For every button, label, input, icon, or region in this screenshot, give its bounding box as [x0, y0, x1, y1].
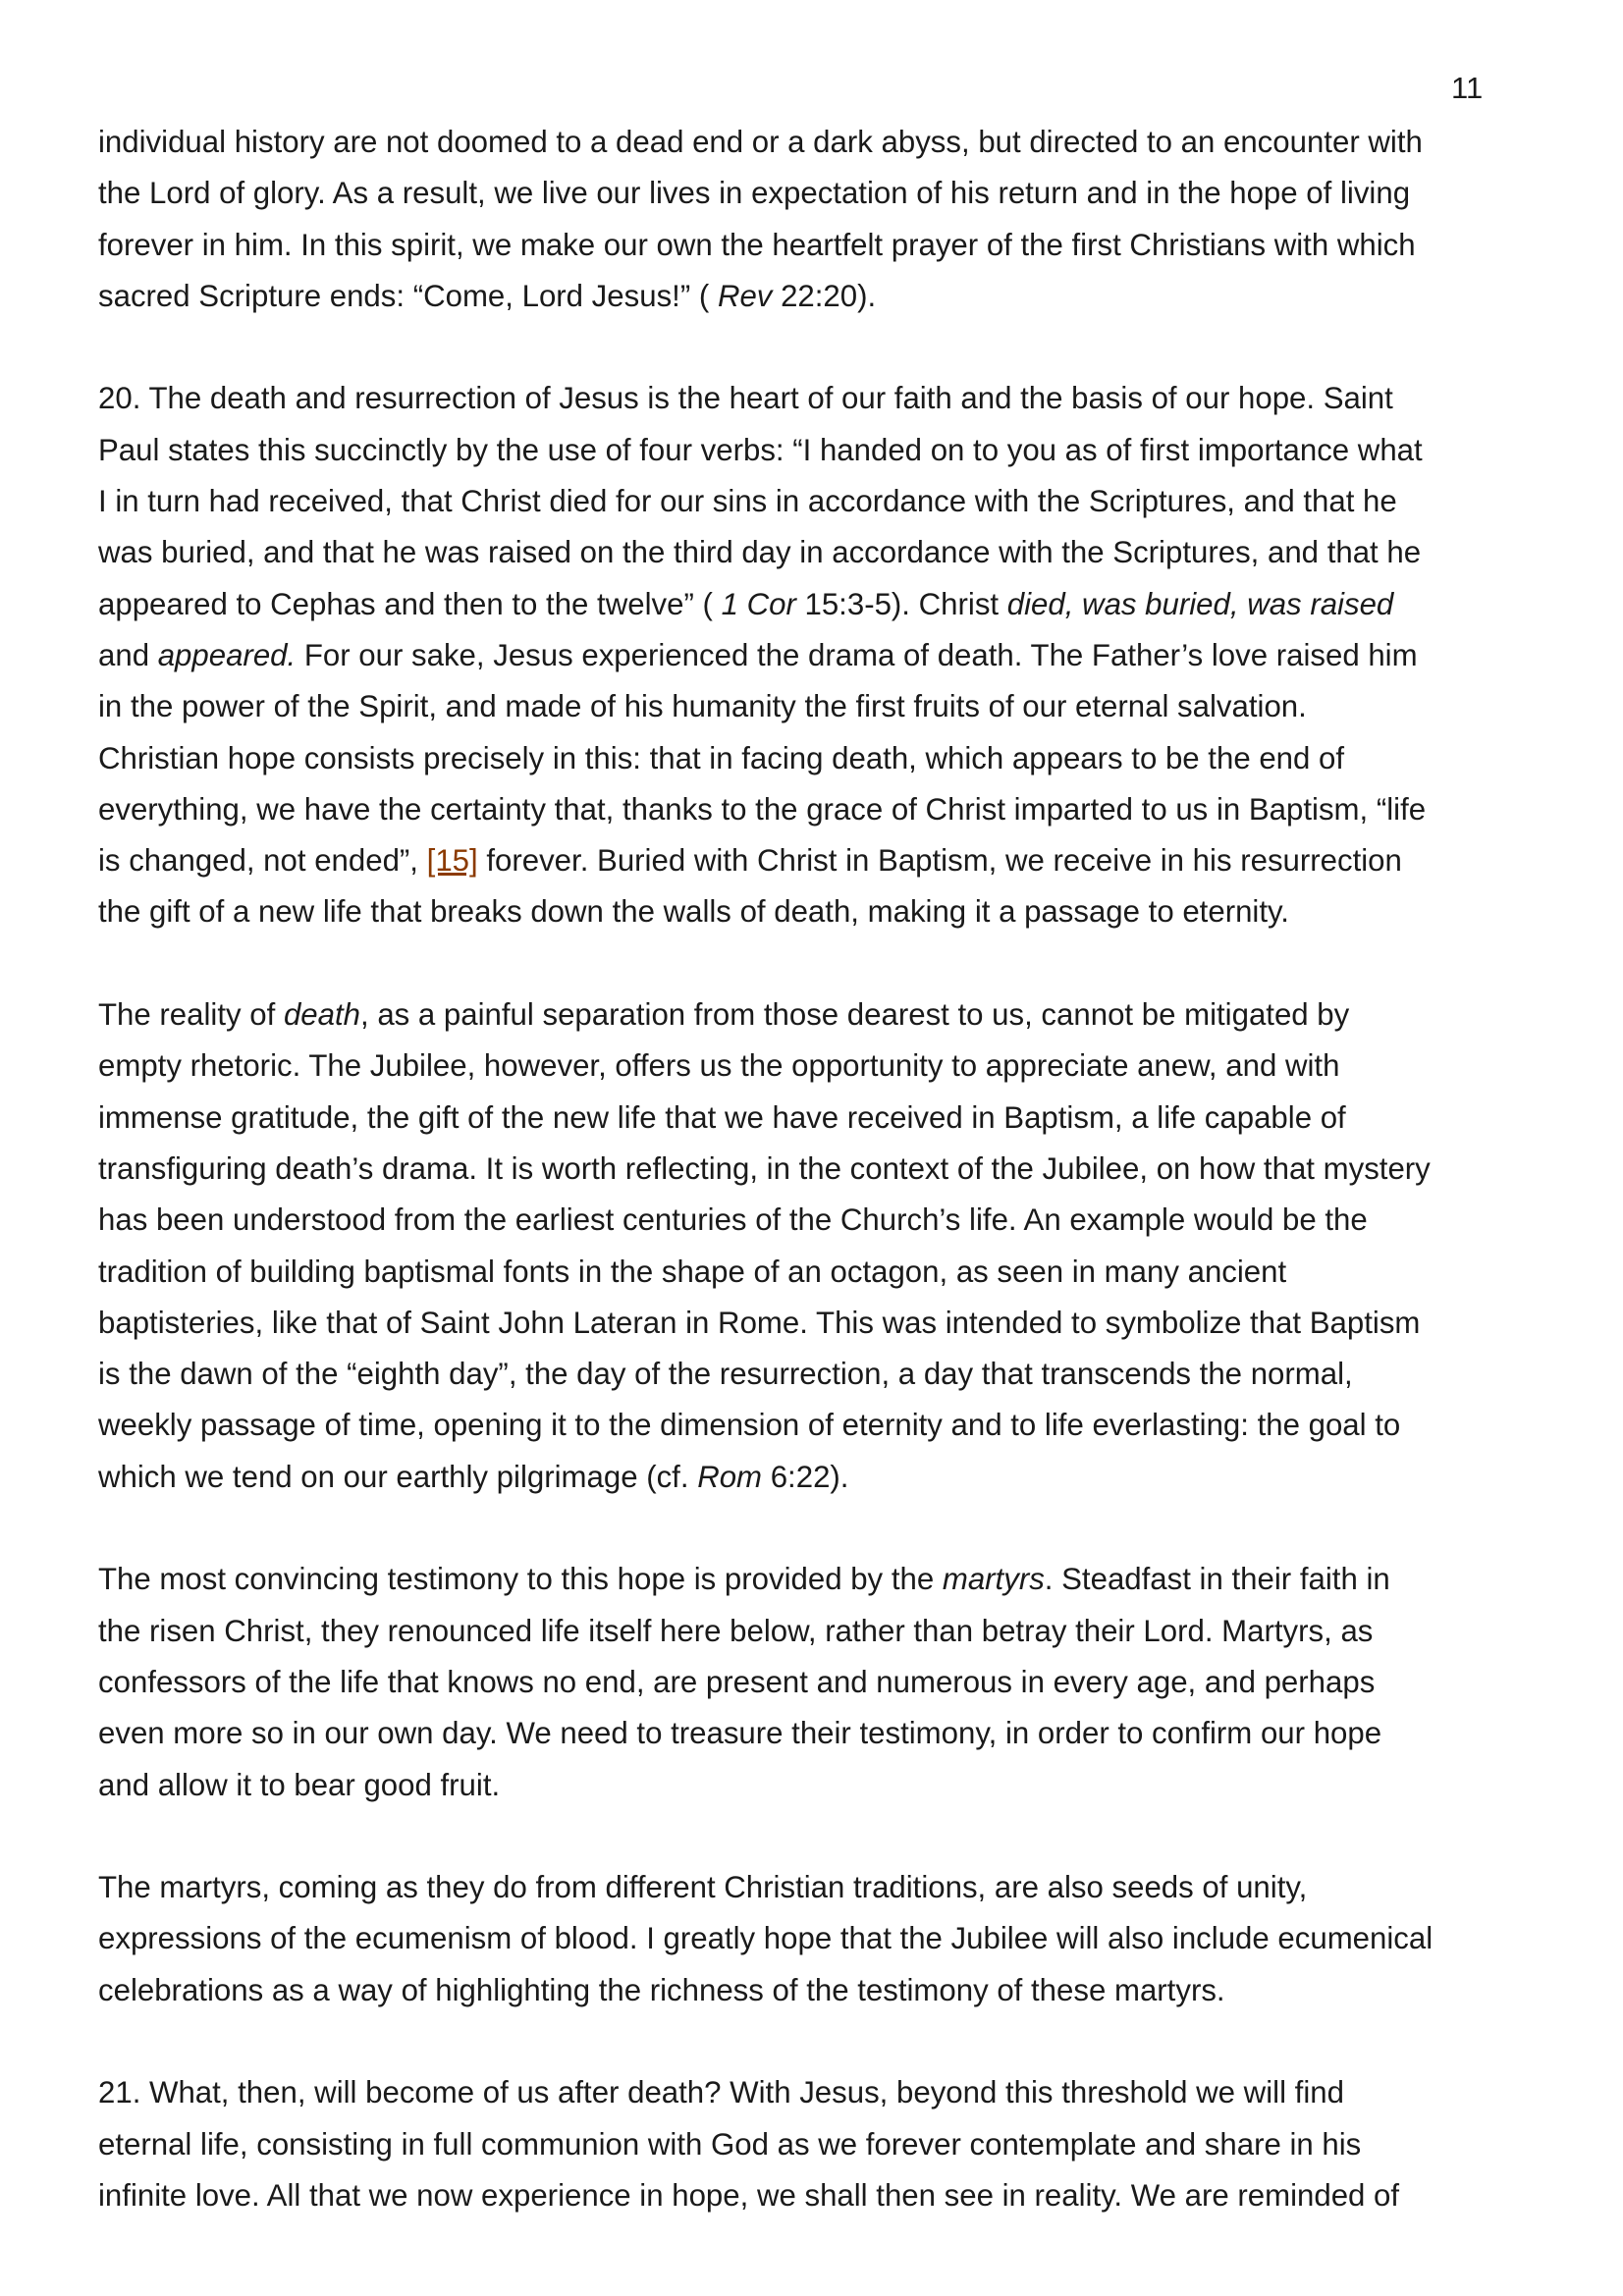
text-line: celebrations as a way of highlighting the richness of the testimony of these martyrs.	[98, 1972, 1225, 2007]
footnote-link-15[interactable]: [15]	[426, 843, 478, 879]
text-segment: sacred Scripture ends: “Come, Lord Jesus!” (	[98, 278, 718, 313]
text-line: eternal life, consisting in full communion with God as we forever contemplate and share in his	[98, 2126, 1362, 2162]
text-line: individual history are not doomed to a dead end or a dark abyss, but directed to an encounter with	[98, 125, 1423, 159]
text-line	[98, 630, 1542, 681]
paragraph-ecumenism	[98, 1862, 1542, 2016]
text-segment: The reality of	[98, 997, 284, 1033]
scripture-reference-1cor: 1 Cor	[721, 586, 796, 621]
text-segment: which we tend on our earthly pilgrimage (cf.	[98, 1459, 698, 1494]
text-line: Paul states this succinctly by the use of four verbs: “I handed on to you as of first importance what	[98, 432, 1423, 467]
text-line: I in turn had received, that Christ died for our sins in accordance with the Scriptures, and that he	[98, 484, 1397, 519]
text-segment: The most convincing testimony to this hope is provided by the	[98, 1562, 943, 1597]
text-line: tradition of building baptismal fonts in the shape of an octagon, as seen in many ancient	[98, 1254, 1287, 1289]
text-line	[98, 989, 1542, 1041]
text-segment: 22:20).	[772, 278, 877, 313]
text-line: the gift of a new life that breaks down the walls of death, making it a passage to eternity.	[98, 894, 1289, 930]
text-segment: appeared to Cephas and then to the twelve” (	[98, 586, 722, 621]
text-line: Christian hope consists precisely in this: that in facing death, which appears to be the end of	[98, 740, 1345, 775]
text-segment: 15:3-5). Christ	[795, 586, 1007, 621]
scripture-reference-rev: Rev	[717, 278, 773, 313]
text-line: 21. What, then, will become of us after death? With Jesus, beyond this threshold we will find	[98, 2075, 1344, 2110]
paragraph-martyrs	[98, 1554, 1542, 1810]
emphasis-text: died, was buried, was raised	[1006, 586, 1394, 621]
text-line: has been understood from the earliest centuries of the Church’s life. An example would be the	[98, 1202, 1368, 1238]
text-line	[98, 579, 1542, 630]
text-line	[98, 1452, 1542, 1503]
text-line: and allow it to bear good fruit.	[98, 1767, 501, 1802]
paragraph-20	[98, 373, 1542, 937]
text-line: forever in him. In this spirit, we make our own the heartfelt prayer of the first Christians with which	[98, 227, 1416, 262]
text-line: even more so in our own day. We need to treasure their testimony, in order to confirm our hope	[98, 1716, 1382, 1751]
text-line	[98, 835, 1542, 886]
text-line: the risen Christ, they renounced life itself here below, rather than betray their Lord. Martyrs, as	[98, 1613, 1374, 1648]
emphasis-text: death	[283, 997, 360, 1033]
text-line: everything, we have the certainty that, thanks to the grace of Christ imparted to us in Baptism, “life	[98, 791, 1427, 827]
text-segment: and	[98, 637, 158, 672]
paragraph-1	[98, 117, 1542, 322]
text-segment: is changed, not ended”,	[98, 843, 427, 879]
emphasis-text: martyrs	[942, 1562, 1045, 1597]
text-segment: For our sake, Jesus experienced the drama of death. The Father’s love raised him	[296, 637, 1418, 672]
text-line: immense gratitude, the gift of the new life that we have received in Baptism, a life capable of	[98, 1099, 1346, 1135]
text-line: The martyrs, coming as they do from different Christian traditions, are also seeds of unity,	[98, 1870, 1308, 1905]
text-line	[98, 271, 1542, 322]
text-line: in the power of the Spirit, and made of his humanity the first fruits of our eternal salvation.	[98, 689, 1307, 724]
page-number: 11	[1451, 71, 1484, 105]
document-body	[98, 117, 1542, 2221]
text-line: was buried, and that he was raised on the third day in accordance with the Scriptures, and that he	[98, 535, 1422, 570]
text-line: 20. The death and resurrection of Jesus is the heart of our faith and the basis of our hope. Saint	[98, 381, 1393, 416]
text-segment: . Steadfast in their faith in	[1044, 1562, 1390, 1597]
scripture-reference-rom: Rom	[697, 1459, 763, 1494]
text-line: confessors of the life that knows no end, are present and numerous in every age, and perhaps	[98, 1664, 1376, 1699]
paragraph-death	[98, 989, 1542, 1503]
text-segment: , as a painful separation from those dearest to us, cannot be mitigated by	[359, 997, 1350, 1033]
emphasis-text: appeared.	[157, 637, 297, 672]
text-line: transfiguring death’s drama. It is worth reflecting, in the context of the Jubilee, on how that mystery	[98, 1150, 1431, 1186]
paragraph-21	[98, 2067, 1542, 2221]
text-line: is the dawn of the “eighth day”, the day of the resurrection, a day that transcends the normal,	[98, 1357, 1353, 1392]
text-line	[98, 1554, 1542, 1605]
text-line: the Lord of glory. As a result, we live our lives in expectation of his return and in the hope of living	[98, 176, 1411, 211]
text-segment: 6:22).	[762, 1459, 849, 1494]
text-line: expressions of the ecumenism of blood. I greatly hope that the Jubilee will also include ecumenical	[98, 1921, 1434, 1956]
text-segment: forever. Buried with Christ in Baptism, we receive in his resurrection	[477, 843, 1402, 879]
text-line: baptisteries, like that of Saint John Lateran in Rome. This was intended to symbolize that Baptism	[98, 1305, 1421, 1340]
text-line: empty rhetoric. The Jubilee, however, offers us the opportunity to appreciate anew, and with	[98, 1048, 1340, 1084]
text-line: weekly passage of time, opening it to the dimension of eternity and to life everlasting: the goal to	[98, 1408, 1401, 1443]
text-line: infinite love. All that we now experience in hope, we shall then see in reality. We are reminded of	[98, 2177, 1400, 2213]
